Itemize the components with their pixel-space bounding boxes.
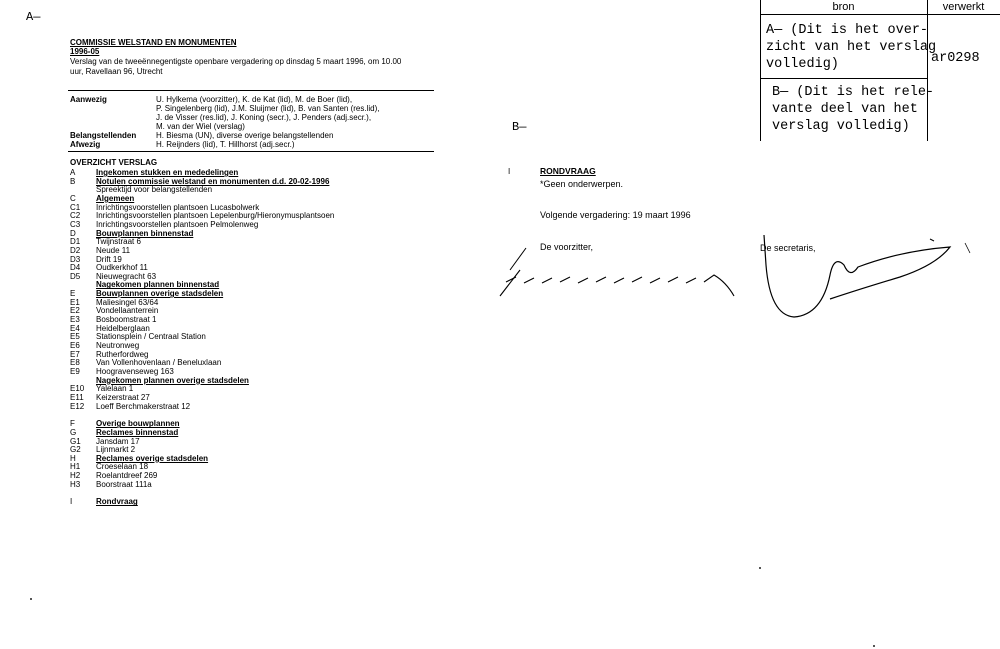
overview-item-code: E6 (70, 341, 80, 350)
overview-item-text: Oudkerkhof 11 (96, 263, 148, 273)
rondvraag-code: I (508, 167, 511, 176)
overview-item-text: Jansdam 17 (96, 436, 140, 446)
document-title: COMMISSIE WELSTAND EN MONUMENTEN (70, 38, 237, 47)
overview-item-code: I (70, 497, 73, 507)
chair-signature (490, 230, 750, 310)
overview-item-text: Bouwplannen binnenstad (96, 228, 194, 238)
overview-item-code: E (70, 289, 76, 299)
document-subtitle-line2: uur, Ravellaan 96, Utrecht (70, 67, 163, 76)
overview-item-code: E12 (70, 401, 85, 411)
overview-item-text: Spreektijd voor belangstellenden (96, 185, 213, 195)
overview-item-code: C2 (70, 211, 81, 221)
overview-item-text: Roelantdreef 269 (96, 471, 158, 481)
overview-item-text: Croeselaan 18 (96, 462, 149, 472)
overview-item-text: Algemeen (96, 193, 135, 203)
overview-item-code: C3 (70, 219, 81, 229)
interested-label: Belangstellenden (70, 131, 137, 140)
overview-item-code: B (70, 176, 76, 186)
overview-item-text: Yalelaan 1 (96, 384, 134, 394)
overview-item-code: D3 (70, 254, 81, 264)
overview-item-text: Van Vollenhovenlaan / Beneluxlaan (96, 358, 222, 368)
overview-item-code: A (70, 168, 76, 177)
overview-item-code: E2 (70, 306, 80, 316)
overview-item-code: F (70, 419, 75, 429)
stamp-note-a: A— (Dit is het over- zicht van het verslag volledig) (766, 23, 937, 72)
overview-item-code: H2 (70, 471, 81, 481)
overview-item-code: D (70, 228, 76, 238)
overview-item-text: Nagekomen plannen binnenstad (96, 280, 220, 290)
overview-item-code: E8 (70, 358, 80, 368)
rondvraag-text: *Geen onderwerpen. (540, 179, 624, 189)
divider-bottom (68, 151, 434, 152)
overview-item-code: H3 (70, 479, 81, 489)
next-meeting: Volgende vergadering: 19 maart 1996 (540, 210, 691, 220)
present-line-1: U. Hylkema (voorzitter), K. de Kat (lid), M. de Boer (lid), (156, 95, 353, 104)
overview-item-code: H1 (70, 462, 81, 472)
divider-top (68, 90, 434, 91)
overview-item-text: Inrichtingsvoorstellen plantsoen Lepelenburg/Hieronymusplantsoen (96, 211, 335, 221)
chair-label: De voorzitter, (540, 242, 594, 252)
overview-heading: OVERZICHT VERSLAG (70, 158, 158, 167)
overview-item-code: D2 (70, 245, 81, 255)
stamp-col-processed: verwerkt (942, 1, 985, 13)
rondvraag-title: RONDVRAAG (540, 166, 596, 176)
present-label: Aanwezig (70, 95, 107, 104)
overview-item-text: Keizerstraat 27 (96, 392, 150, 402)
overview-item-text: Twijnstraat 6 (96, 237, 141, 247)
overview-item-text: Nieuwegracht 63 (96, 271, 157, 281)
overview-item-code: E4 (70, 323, 80, 333)
overview-item-text: Lijnmarkt 2 (96, 445, 136, 455)
overview-item-code: G2 (70, 445, 81, 455)
present-line-4: M. van der Wiel (verslag) (156, 122, 245, 131)
scan-speck (30, 598, 32, 600)
overview-item-text: Bouwplannen overige stadsdelen (96, 289, 224, 299)
overview-item-text: Loeff Berchmakerstraat 12 (96, 401, 191, 411)
overview-item-text: Inrichtingsvoorstellen plantsoen Pelmolenweg (96, 219, 259, 229)
overview-item-text: Ingekomen stukken en mededelingen (96, 168, 239, 177)
document-number: 1996-05 (70, 47, 100, 56)
overview-item-code: C1 (70, 202, 81, 212)
stamp-mid-rule (760, 78, 927, 79)
overview-item-code: E10 (70, 384, 85, 394)
overview-item-code: E9 (70, 366, 80, 376)
overview-item-text: Reclames overige stadsdelen (96, 453, 209, 463)
overview-item-text: Overige bouwplannen (96, 419, 180, 429)
scan-speck (759, 567, 761, 569)
overview-item-code: E5 (70, 332, 80, 342)
overview-item-code: G1 (70, 436, 81, 446)
present-line-2: P. Singelenberg (lid), J.M. Sluijmer (lid), B. van Santen (res.lid), (156, 104, 380, 113)
overview-item-code: D1 (70, 237, 81, 247)
overview-item-code: H (70, 453, 76, 463)
overview-item-text: Rutherfordweg (96, 349, 149, 359)
overview-item-text: Maliesingel 63/64 (96, 297, 159, 307)
absent-label: Afwezig (70, 140, 101, 149)
overview-item-text: Notulen commissie welstand en monumenten d.d. 20-02-1996 (96, 176, 330, 186)
overview-item-text: Inrichtingsvoorstellen plantsoen Lucasbolwerk (96, 202, 260, 212)
overview-item-code: D4 (70, 263, 81, 273)
overview-item-text: Bosboomstraat 1 (96, 315, 157, 325)
overview-item-text: Hoogravenseweg 163 (96, 366, 174, 376)
overview-item-code: D5 (70, 271, 81, 281)
overview-item-text: Nagekomen plannen overige stadsdelen (96, 375, 249, 385)
overview-item-code: E1 (70, 297, 80, 307)
overview-item-text: Boorstraat 111a (96, 479, 152, 489)
overview-item-text: Drift 19 (96, 254, 122, 264)
overview-item-code: E7 (70, 349, 80, 359)
mark-a: A— (26, 10, 41, 24)
overview-item-text: Vondellaanterrein (96, 306, 159, 316)
overview-item-code: E3 (70, 315, 80, 325)
stamp-header-rule (760, 14, 1000, 15)
overview-item-text: Neude 11 (96, 245, 131, 255)
overview-item-code: G (70, 427, 77, 437)
stamp-border-left (760, 0, 761, 141)
present-line-3: J. de Visser (res.lid), J. Koning (secr.), J. Penders (adj.secr.), (156, 113, 372, 122)
scan-speck (873, 645, 875, 647)
overview-item-text: Reclames binnenstad (96, 427, 179, 437)
secretary-signature (760, 225, 980, 325)
absent-text: H. Reijnders (lid), T. Hillhorst (adj.secr.) (156, 140, 295, 149)
stamp-col-source: bron (832, 1, 855, 13)
overview-item-text: Heidelberglaan (96, 323, 150, 333)
stamp-note-b: B— (Dit is het rele- vante deel van het verslag volledig) (772, 85, 935, 134)
overview-item-text: Stationsplein / Centraal Station (96, 332, 206, 342)
overview-item-text: Rondvraag (96, 497, 138, 507)
stamp-code: ar0298 (931, 51, 980, 66)
interested-text: H. Biesma (UN), diverse overige belangstellenden (156, 131, 334, 140)
document-subtitle-line1: Verslag van de tweeënnegentigste openbare vergadering op dinsdag 5 maart 1996, om 10.00 (70, 57, 402, 66)
secretary-label: De secretaris, (760, 243, 816, 253)
overview-item-code: E11 (70, 392, 84, 402)
overview-item-text: Neutronweg (96, 341, 140, 350)
overview-item-code: C (70, 193, 76, 203)
mark-b: B— (512, 120, 527, 134)
